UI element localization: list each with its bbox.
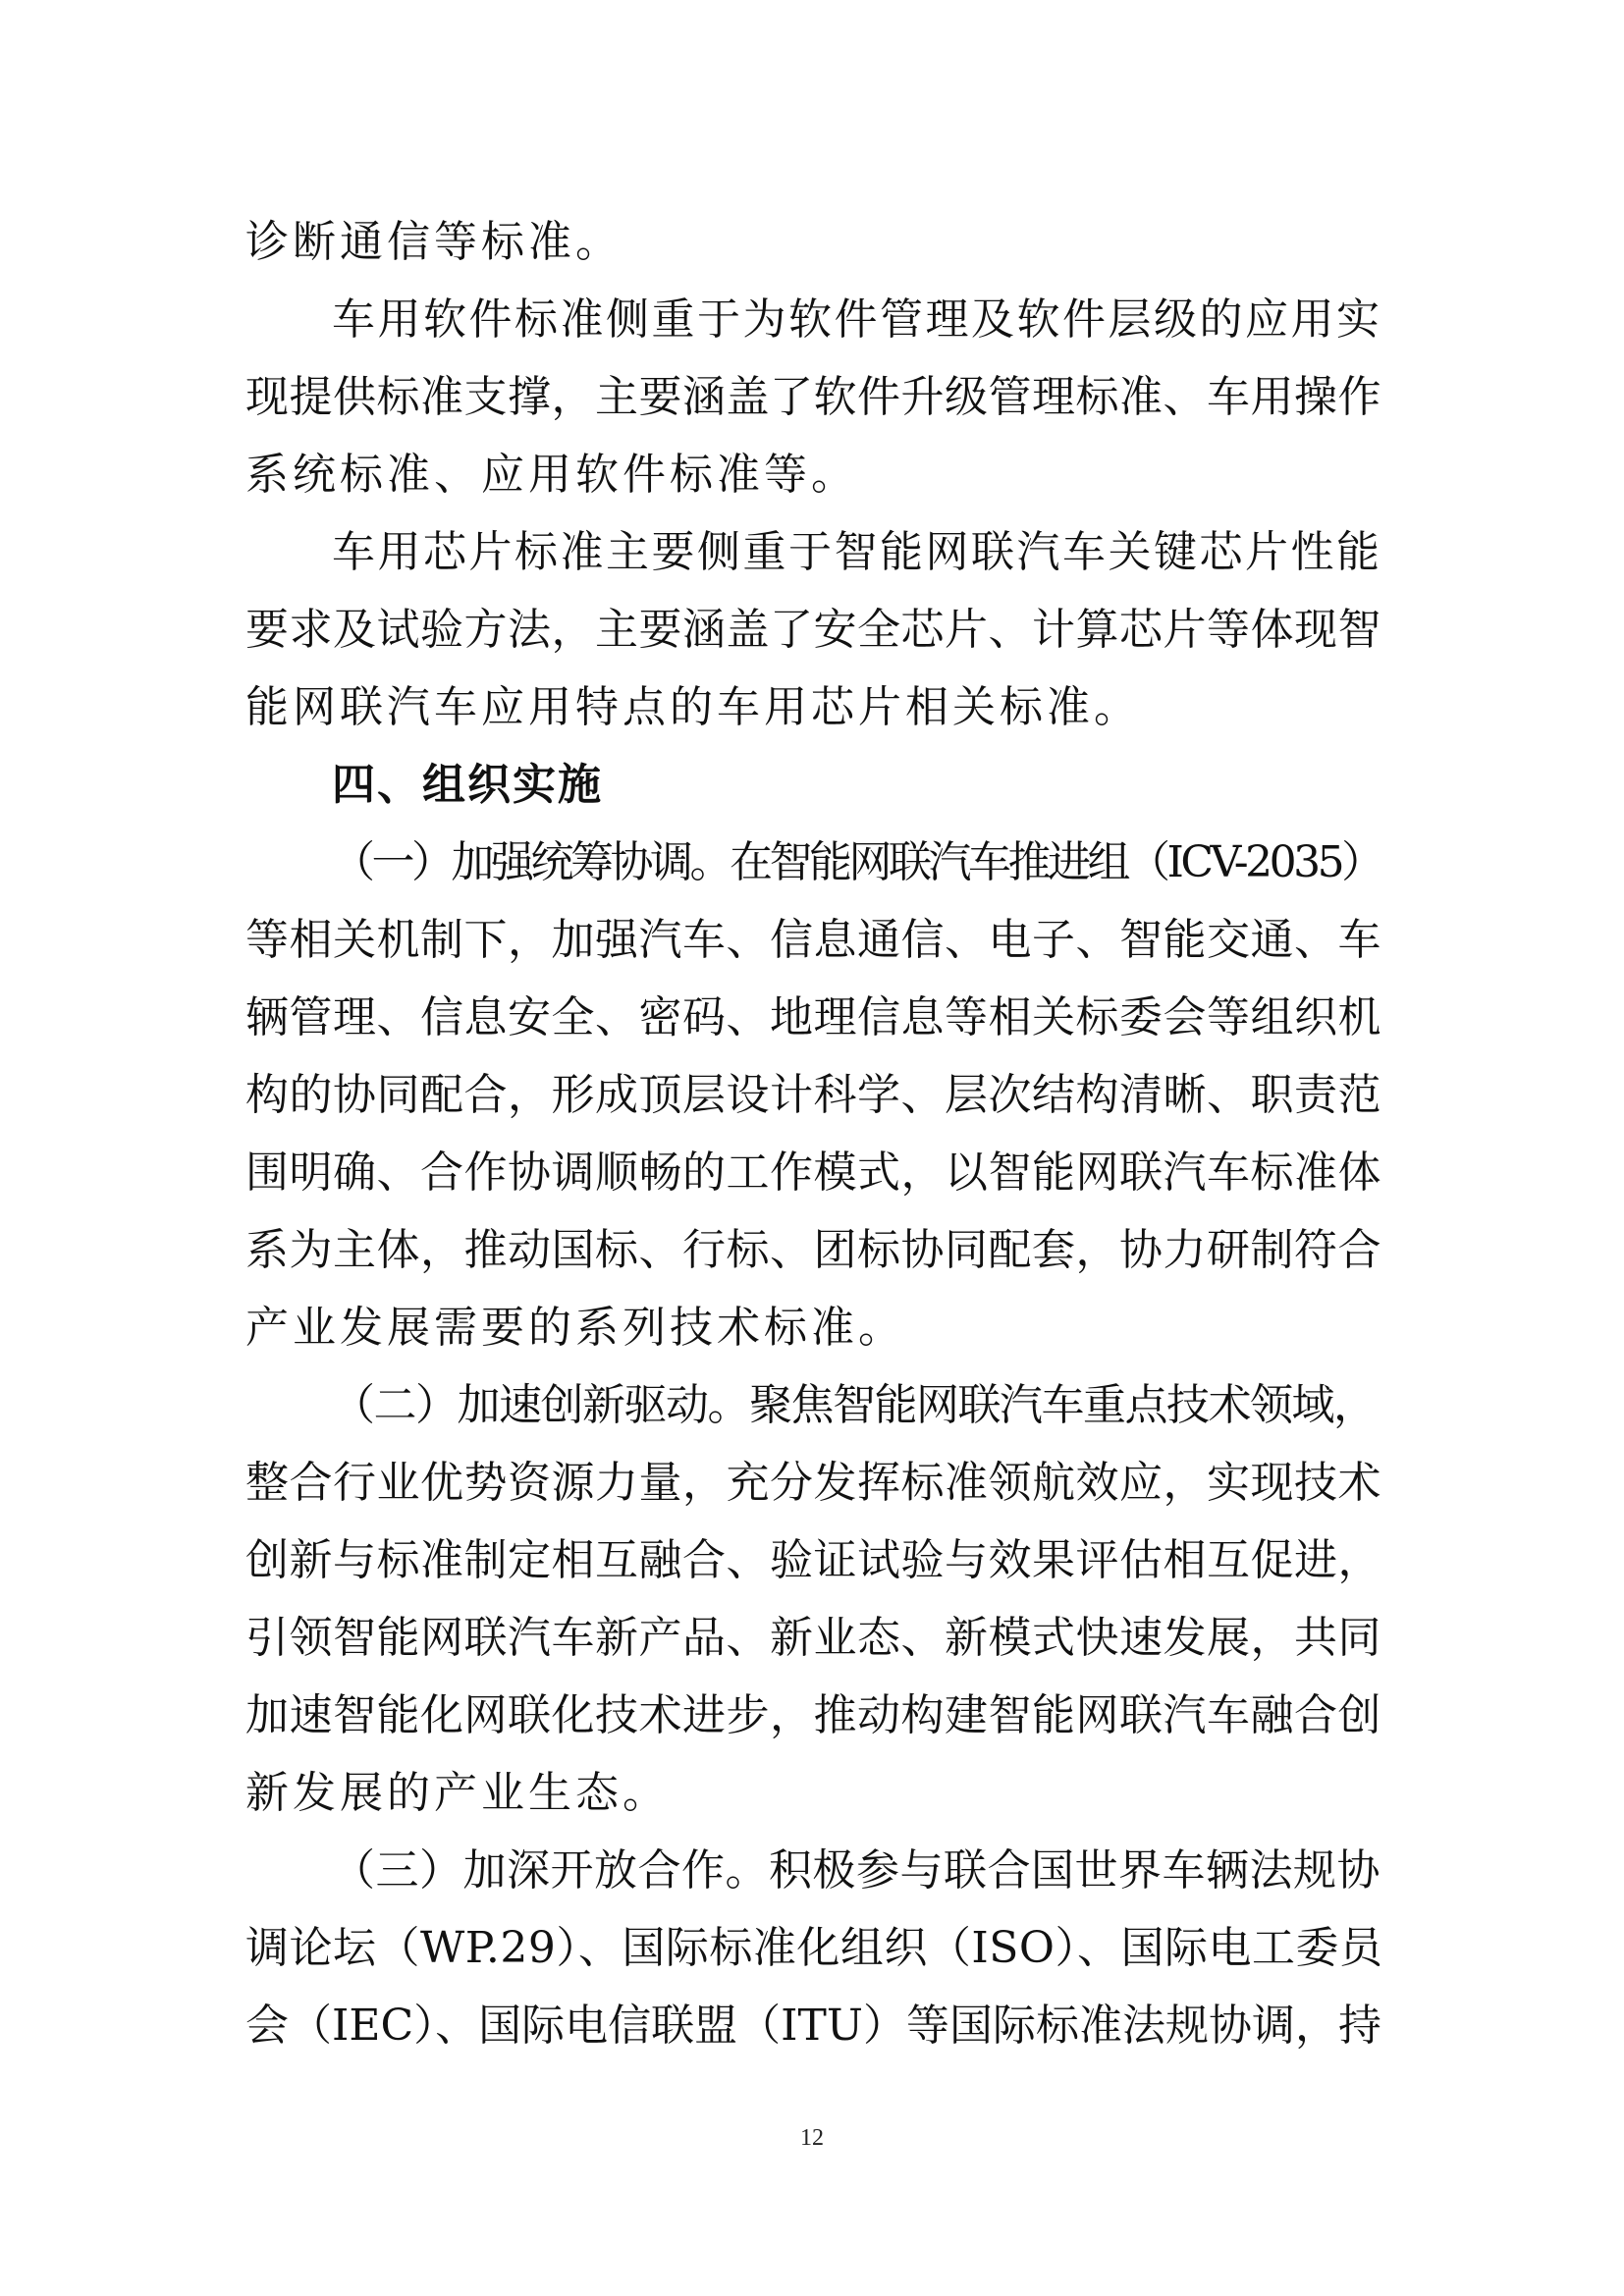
body-text-line: 辆管理、信息安全、密码、地理信息等相关标委会等组织机	[245, 992, 1381, 1042]
paragraph-start-line: （三）加深开放合作。积极参与联合国世界车辆法规协	[332, 1845, 1380, 1896]
body-text-line: 整合行业优势资源力量，充分发挥标准领航效应，实现技术	[245, 1458, 1381, 1508]
body-text-line: 要求及试验方法，主要涵盖了安全芯片、计算芯片等体现智	[245, 605, 1381, 655]
section-heading: 四、组织实施	[332, 760, 603, 810]
body-text-line: 加速智能化网联化技术进步，推动构建智能网联汽车融合创	[245, 1690, 1381, 1740]
page-number: 12	[800, 2125, 824, 2151]
body-text-line: 现提供标准支撑，主要涵盖了软件升级管理标准、车用操作	[245, 372, 1381, 422]
body-text-line: 会（IEC）、国际电信联盟（ITU）等国际标准法规协调，持	[245, 2001, 1381, 2051]
body-text-line: 产业发展需要的系列技术标准。	[245, 1303, 905, 1353]
paragraph-start-line: 车用芯片标准主要侧重于智能网联汽车关键芯片性能	[332, 527, 1382, 577]
body-text-line: 构的协同配合，形成顶层设计科学、层次结构清晰、职责范	[245, 1070, 1381, 1120]
paragraph-start-line: （一）加强统筹协调。在智能网联汽车推进组（ICV-2035）	[332, 837, 1381, 887]
body-text-line: 系为主体，推动国标、行标、团标协同配套，协力研制符合	[245, 1225, 1381, 1275]
paragraph-start-line: （二）加速创新驱动。聚焦智能网联汽车重点技术领域，	[332, 1380, 1376, 1430]
body-text-line: 能网联汽车应用特点的车用芯片相关标准。	[245, 682, 1141, 732]
body-text-line: 诊断通信等标准。	[245, 217, 623, 267]
body-text-line: 引领智能网联汽车新产品、新业态、新模式快速发展，共同	[245, 1613, 1381, 1663]
body-text-line: 调论坛（WP.29）、国际标准化组织（ISO）、国际电工委员	[245, 1923, 1383, 1973]
body-text-line: 系统标准、应用软件标准等。	[245, 450, 858, 500]
body-text-line: 围明确、合作协调顺畅的工作模式，以智能网联汽车标准体	[245, 1148, 1381, 1198]
body-text-line: 等相关机制下，加强汽车、信息通信、电子、智能交通、车	[245, 915, 1381, 965]
body-text-line: 创新与标准制定相互融合、验证试验与效果评估相互促进，	[245, 1535, 1381, 1585]
paragraph-start-line: 车用软件标准侧重于为软件管理及软件层级的应用实	[332, 294, 1382, 345]
body-text-line: 新发展的产业生态。	[245, 1768, 670, 1818]
